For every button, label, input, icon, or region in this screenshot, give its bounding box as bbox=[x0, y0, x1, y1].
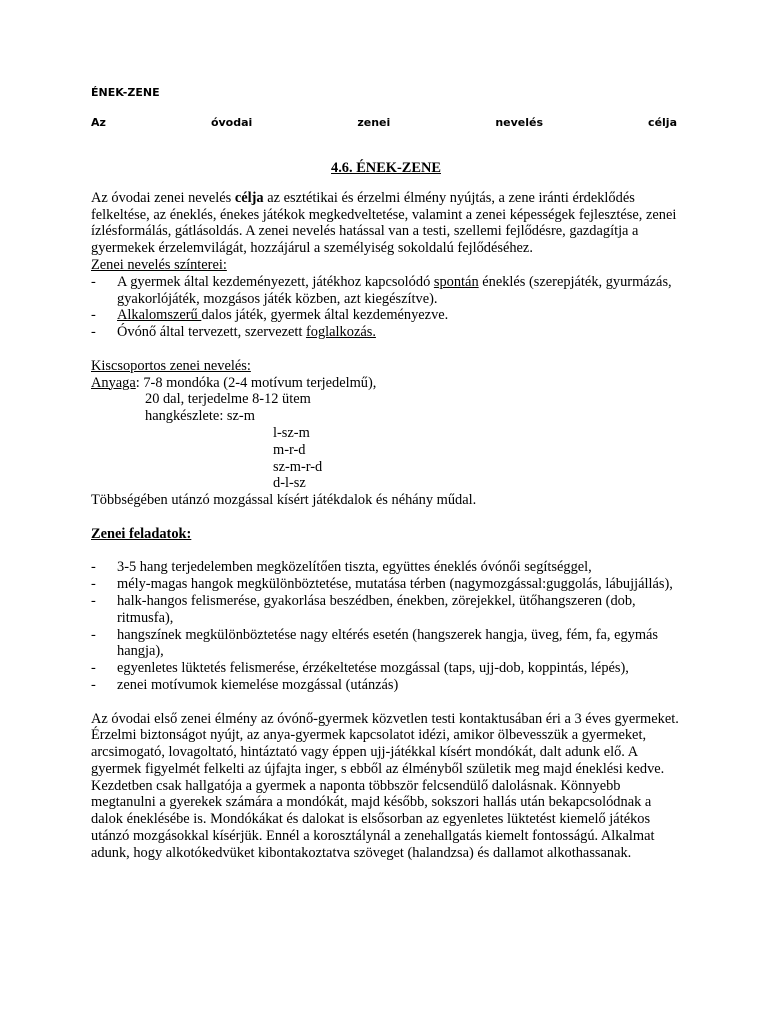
tone-set: l-sz-m bbox=[273, 424, 310, 441]
tasks-heading: Zenei feladatok: bbox=[91, 525, 192, 542]
document-body bbox=[91, 160, 681, 862]
material-summary: Többségében utánzó mozgással kísért játékdalok és néhány műdal. bbox=[91, 492, 477, 509]
venues-heading: Zenei nevelés színterei: bbox=[91, 256, 227, 273]
task-item: - hangszínek megkülönböztetése nagy eltérés esetén (hangszerek hangja, üveg, fém, fa, egymás hangja), bbox=[91, 626, 659, 660]
header-word: nevelés bbox=[495, 116, 544, 129]
intro-paragraph: Az óvodai zenei nevelés célja az esztétikai és érzelmi élmény nyújtás, a zene iránti érdeklődés felkeltése, az éneklés, énekes játékok megkedveltetése, valamint a zenei képességek fejlesztése, zenei ízlésformálás, gátlásoldás. A zenei nevelés hatással van a testi, szellemi fejlődésre, gazdagítja a gyermekek érzelemvilágát, hozzájárul a személyiség sokoldalú fejlődéséhez. bbox=[91, 189, 677, 257]
header-word: célja bbox=[648, 116, 677, 129]
list-item: - A gyermek által kezdeményezett, játékhoz kapcsolódó spontán éneklés (szerepjáték, gyurmázás, gyakorlójáték, mozgásos játék közben, azt kiegészítve). bbox=[91, 273, 672, 307]
intro-bold-word: célja bbox=[234, 189, 264, 206]
tone-set: d-l-sz bbox=[273, 475, 306, 492]
section-title: 4.6. ÉNEK-ZENE bbox=[331, 160, 441, 176]
header-word: óvodai bbox=[210, 116, 253, 129]
header-word: zenei bbox=[357, 116, 391, 129]
tone-set: m-r-d bbox=[273, 441, 306, 458]
list-item: - Óvónő által tervezett, szervezett foglalkozás. bbox=[91, 324, 376, 341]
task-item: - mély-magas hangok megkülönböztetése, mutatása térben (nagymozgással:guggolás, lábujjállás), bbox=[91, 576, 673, 593]
material-line: hangkészlete: sz-m bbox=[145, 408, 255, 425]
task-item: - zenei motívumok kiemelése mozgással (utánzás) bbox=[91, 676, 399, 693]
header-word: Az bbox=[91, 116, 106, 129]
list-item: - Alkalomszerű dalos játék, gyermek által kezdeményezve. bbox=[91, 307, 449, 324]
material-line: Anyaga: 7-8 mondóka (2-4 motívum terjedelmű), bbox=[91, 374, 377, 391]
header-subtitle-line bbox=[91, 116, 677, 129]
small-group-heading: Kiscsoportos zenei nevelés: bbox=[91, 357, 251, 374]
tone-set: sz-m-r-d bbox=[273, 458, 323, 475]
header-title: ÉNEK-ZENE bbox=[91, 86, 160, 99]
closing-paragraph: Az óvodai első zenei élmény az óvónő-gyermek közvetlen testi kontaktusában éri a 3 éves gyermeket. Érzelmi biztonságot nyújt, az anya-gyermek kapcsolatot idézi, amikor ölbevesszük a gyermeket, arcsimogató, lovagoltató, hintáztató vagy éppen ujj-játékkal kísért mondókát, dalt adunk elő. A gyermek figyelmét felkelti az újfajta inger, s ebből az élményből születik meg majd éneklési kedve. Kezdetben csak hallgatója a gyermek a naponta többször felcsendülő dalolásnak. Könnyebb megtanulni a gyerekek számára a mondókát, majd később, sokszori hallás után bekapcsolódnak a dalok éneklésébe is. Mondókákat és dalokat is elsősorban az egyenletes lüktetést kiemelő játékos utánzó mozgásokkal kísérjük. Ennél a korosztálynál a zenehallgatás kiemelt fontosságú. Alkalmat adunk, hogy alkotókedvüket kibontakoztatva szöveget (halandzsa) és dallamot alkothassanak. bbox=[91, 710, 679, 861]
task-item: - 3-5 hang terjedelemben megközelítően tiszta, együttes éneklés óvónői segítséggel, bbox=[91, 559, 592, 576]
task-item: - halk-hangos felismerése, gyakorlása beszédben, énekben, zörejekkel, ütőhangszeren (dob, ritmusfa), bbox=[91, 592, 636, 626]
task-item: - egyenletes lüktetés felismerése, érzékeltetése mozgással (taps, ujj-dob, koppintás, lépés), bbox=[91, 660, 629, 677]
material-line: 20 dal, terjedelme 8-12 ütem bbox=[145, 391, 311, 408]
